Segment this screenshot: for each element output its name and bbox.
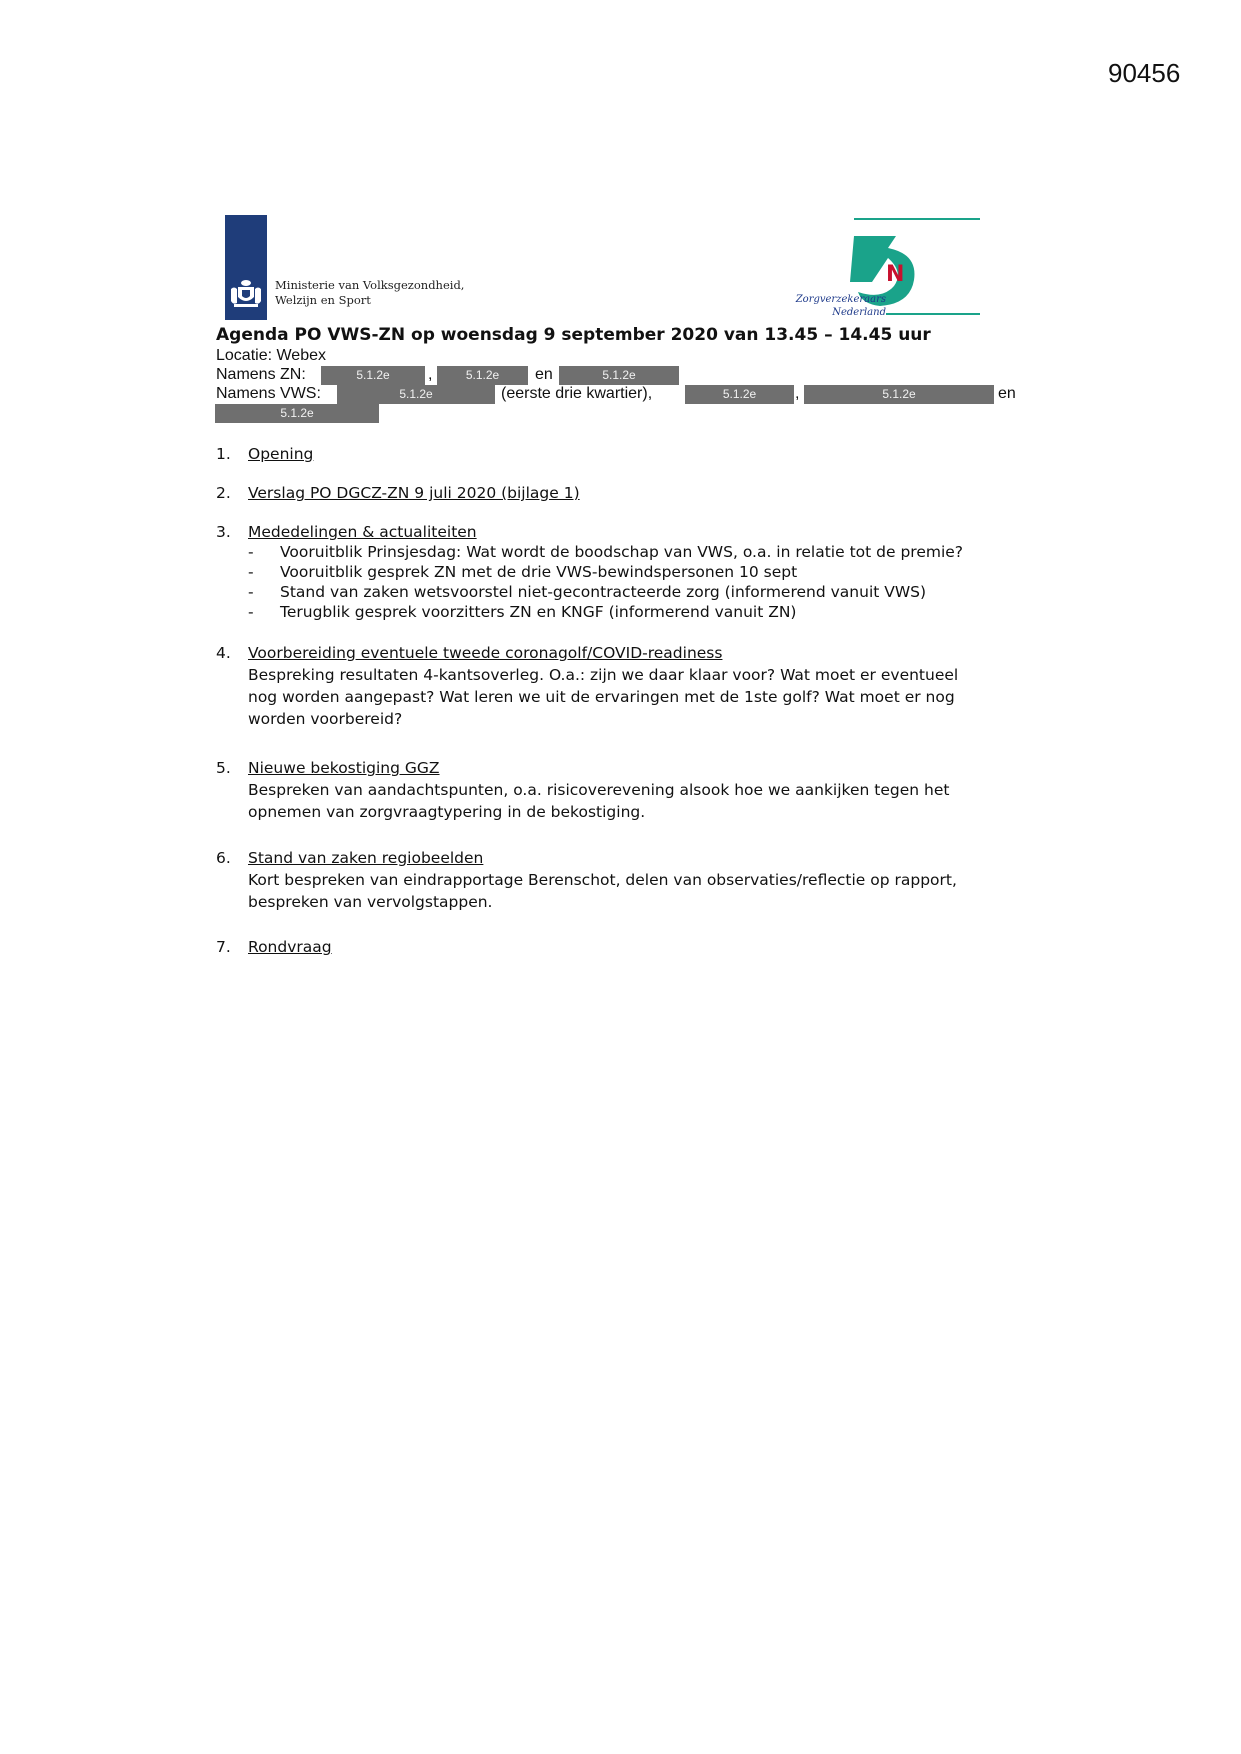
bullet-dash: - [248, 583, 254, 601]
separator-comma: , [428, 366, 433, 383]
redaction-box: 5.1.2e [337, 385, 495, 404]
description-line: worden voorbereid? [248, 710, 403, 728]
zn-name-line2: Nederland [832, 307, 886, 318]
description-line: opnemen van zorgvraagtypering in de bekostiging. [248, 803, 646, 821]
bullet-text: Vooruitblik gesprek ZN met de drie VWS-bewindspersonen 10 sept [280, 563, 798, 581]
separator-comma: , [795, 385, 800, 402]
redaction-box: 5.1.2e [685, 385, 794, 404]
vws-note: (eerste drie kwartier), [501, 385, 653, 402]
description-line: Bespreken van aandachtspunten, o.a. risicoverevening alsook hoe we aankijken tegen het [248, 781, 950, 799]
agenda-item-description [248, 664, 1028, 730]
agenda-item-title: Verslag PO DGCZ-ZN 9 juli 2020 (bijlage 1) [248, 484, 580, 502]
agenda-item-title: Rondvraag [248, 938, 332, 956]
agenda-item-number: 4. [216, 644, 231, 662]
zn-name-line1: Zorgverzekeraars [795, 294, 886, 305]
agenda-item-number: 6. [216, 849, 231, 867]
description-line: bespreken van vervolgstappen. [248, 893, 493, 911]
separator-en: en [998, 385, 1016, 402]
redaction-box: 5.1.2e [321, 366, 425, 385]
redaction-box: 5.1.2e [215, 404, 379, 423]
description-line: nog worden aangepast? Wat leren we uit de ervaringen met de 1ste golf? Wat moet er nog [248, 688, 955, 706]
agenda-item-number: 1. [216, 445, 231, 463]
bullet-dash: - [248, 563, 254, 581]
agenda-item-title: Nieuwe bekostiging GGZ [248, 759, 440, 777]
namens-zn-label: Namens ZN: [216, 366, 306, 383]
separator-en: en [535, 366, 553, 383]
redaction-box: 5.1.2e [804, 385, 994, 404]
agenda-item-number: 3. [216, 523, 231, 541]
bullet-dash: - [248, 543, 254, 561]
zn-logo-letter: N [886, 262, 905, 287]
bullet-text: Terugblik gesprek voorzitters ZN en KNGF (informerend vanuit ZN) [280, 603, 797, 621]
agenda-item-description [248, 779, 1028, 823]
coat-of-arms-icon [228, 279, 264, 309]
redaction-box: 5.1.2e [437, 366, 528, 385]
description-line: Bespreking resultaten 4-kantsoverleg. O.a.: zijn we daar klaar voor? Wat moet er eventueel [248, 666, 959, 684]
agenda-item-title: Mededelingen & actualiteiten [248, 523, 477, 541]
ministry-name-line1: Ministerie van Volksgezondheid, [275, 278, 465, 292]
namens-vws-label: Namens VWS: [216, 385, 321, 402]
bullet-dash: - [248, 603, 254, 621]
agenda-item-number: 2. [216, 484, 231, 502]
bullet-text: Stand van zaken wetsvoorstel niet-gecontracteerde zorg (informerend vanuit VWS) [280, 583, 927, 601]
agenda-title: Agenda PO VWS-ZN op woensdag 9 september 2020 van 13.45 – 14.45 uur [216, 325, 931, 345]
agenda-item-number: 5. [216, 759, 231, 777]
bullet-text: Vooruitblik Prinsjesdag: Wat wordt de boodschap van VWS, o.a. in relatie tot de premie? [280, 543, 964, 561]
redaction-box: 5.1.2e [559, 366, 679, 385]
description-line: Kort bespreken van eindrapportage Berenschot, delen van observaties/reflectie op rapport, [248, 871, 957, 889]
agenda-item-description [248, 869, 1028, 913]
locatie-line: Locatie: Webex [216, 347, 326, 364]
agenda-item-number: 7. [216, 938, 231, 956]
ministry-name-line2: Welzijn en Sport [275, 293, 371, 307]
agenda-item-title: Stand van zaken regiobeelden [248, 849, 484, 867]
agenda-item-title: Voorbereiding eventuele tweede coronagolf/COVID-readiness [248, 644, 723, 662]
agenda-item-title: Opening [248, 445, 314, 463]
page-number: 90456 [1108, 58, 1181, 88]
